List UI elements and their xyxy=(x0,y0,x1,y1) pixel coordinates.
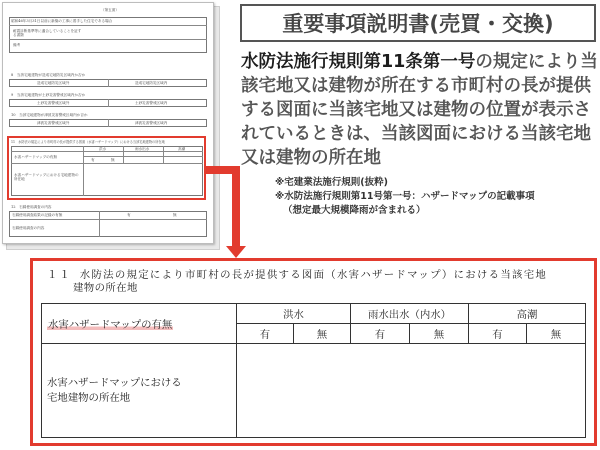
footnotes xyxy=(275,176,595,218)
regulation-text: の規定により当該宅地又は建物が所在する市町村の長が提供する図面に当該宅地又は建物の位置が表示されているときは、当該図面における当該宅地又は建物の所在地 xyxy=(241,52,598,168)
regulation-emphasis: 水防法施行規則第11条第一号 xyxy=(241,52,476,72)
thumbnail-row-text: 石綿使用調査結果の記録の有無 xyxy=(12,213,63,217)
thumbnail-row-text: 石綿使用調査の内容 xyxy=(12,226,45,230)
thumbnail-row-text: 造成宅地防災区域内 xyxy=(135,81,168,85)
surge-no-option[interactable]: 無 xyxy=(527,324,586,344)
thumbnail-row-text: 造成宅地防災区域外 xyxy=(37,81,70,85)
thumbnail-row-text: 津波災害警戒区域外 xyxy=(37,121,70,125)
thumbnail-page-label: （第五面） xyxy=(101,8,119,12)
footnote-1: ※宅建業法施行規則(抜粋) xyxy=(275,177,388,188)
thumbnail-row-text: 津波災害警戒区域内 xyxy=(135,121,168,125)
presence-label: 水害ハザードマップの有無 xyxy=(48,319,173,331)
thumbnail-row-text: 高潮 xyxy=(178,147,186,151)
thumbnail-row-text: 耐震診断基準等に適合していることを証する書類 xyxy=(13,29,82,38)
regulation-description xyxy=(241,50,599,170)
flood-yes-option[interactable]: 有 xyxy=(237,324,294,344)
thumbnail-row-text: 水害ハザードマップの有無 xyxy=(14,155,57,159)
document-title: 重要事項説明書(売買・交換) xyxy=(240,4,596,42)
thumbnail-row-text: 11 水防法の規定により市町村の長が提供する図面（水害ハザードマップ）における当該宅地建物の所在地 xyxy=(11,140,165,144)
section-title-line1: 水防法の規定により市町村の長が提供する図面（水害ハザードマップ）における当該宅地 xyxy=(79,269,548,281)
thumbnail-row-text: 無 xyxy=(173,213,177,217)
thumbnail-highlight-box xyxy=(7,136,206,200)
table-row xyxy=(42,344,586,438)
document-thumbnail xyxy=(2,2,220,249)
thumbnail-row-text: 土砂災害警戒区域内 xyxy=(135,101,168,105)
thumbnail-row-text: 10 当該宅地建物が津波災害警戒区域内か否か xyxy=(11,113,88,117)
thumbnail-row-text: 土砂災害警戒区域外 xyxy=(37,101,70,105)
thumbnail-row-text: 有 xyxy=(91,158,95,162)
thumbnail-row-text: 12 石綿使用調査の内容 xyxy=(11,205,52,209)
thumbnail-row-text: 無 xyxy=(111,158,115,162)
surge-yes-option[interactable]: 有 xyxy=(469,324,527,344)
hazard-map-table xyxy=(41,303,586,438)
location-label-cell xyxy=(42,344,237,438)
section-11-heading xyxy=(47,269,585,295)
thumbnail-row-text: 有 xyxy=(127,213,131,217)
footnote-2: ※水防法施行規則第11号第一号：ハザードマップの記載事項 xyxy=(275,191,535,202)
presence-label-cell xyxy=(42,304,237,344)
location-value-field[interactable] xyxy=(237,344,586,438)
thumbnail-row-text: 洪水 xyxy=(99,147,107,151)
category-inland-water: 雨水出水（内水） xyxy=(351,304,469,324)
section-number: １１ xyxy=(47,269,72,281)
connector-vertical xyxy=(232,166,240,248)
thumbnail-row-text: 昭和46年3月31日以前に新築の工事に着手した住宅である場合 xyxy=(11,19,113,23)
enlarged-section-11 xyxy=(30,258,597,446)
table-row xyxy=(42,304,586,324)
inland-no-option[interactable]: 無 xyxy=(410,324,469,344)
category-storm-surge: 高潮 xyxy=(469,304,586,324)
flood-no-option[interactable]: 無 xyxy=(294,324,351,344)
thumbnail-row-text: 9 当該宅地建物が土砂災害警戒区域内か否か xyxy=(11,93,86,97)
thumbnail-row-text: 雨水出水 xyxy=(135,147,150,151)
thumbnail-row-text: 備考 xyxy=(13,43,21,47)
category-flood: 洪水 xyxy=(237,304,351,324)
section-title-line2: 建物の所在地 xyxy=(73,282,138,294)
thumbnail-row-text: 水害ハザードマップにおける宅地建物の所在地 xyxy=(14,173,79,182)
footnote-3: （想定最大規模降雨が含まれる） xyxy=(283,205,426,216)
thumbnail-row-text: 8 当該宅地建物が造成宅地防災区域内か否か xyxy=(11,73,86,77)
arrow-down-icon xyxy=(226,246,246,258)
location-label-line1: 水害ハザードマップにおける xyxy=(47,376,182,389)
inland-yes-option[interactable]: 有 xyxy=(351,324,410,344)
thumbnail-page xyxy=(2,2,214,244)
location-label-line2: 宅地建物の所在地 xyxy=(47,391,131,404)
